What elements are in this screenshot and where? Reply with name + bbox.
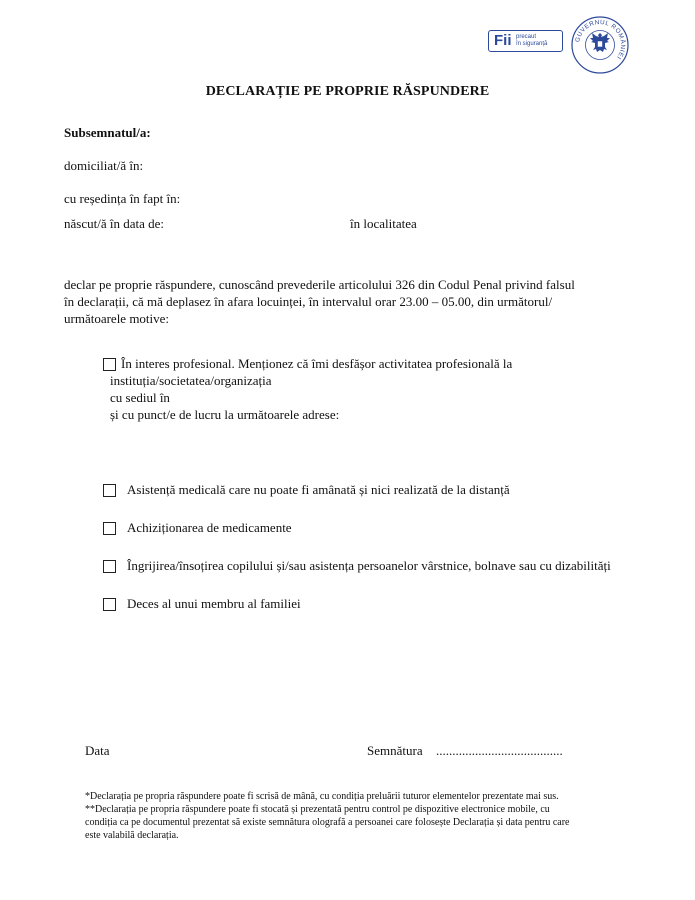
fii-logo-tagline: precaut în siguranță <box>516 34 548 47</box>
footnote-1: *Declarația pe propria răspundere poate fi scrisă de mână, cu condiția preluării tuturor elementelor prezentate mai sus. <box>85 791 559 802</box>
signature-line[interactable]: ....................................... <box>436 743 563 758</box>
localitatea-label: în localitatea <box>350 216 417 231</box>
option-subline-punct-lucru: și cu punct/e de lucru la următoarele adrese: <box>110 407 340 422</box>
footnote-2-line: condiția ca pe documentul prezentat să existe semnătura olografă a persoanei care folosește Declarația și data pentru care <box>85 817 570 828</box>
option-label-medicamente: Achiziționarea de medicamente <box>127 520 292 535</box>
declaration-line: în declarații, că mă deplasez în afara locuinței, în intervalul orar 23.00 – 05.00, din următorul/ <box>64 294 553 309</box>
fii-logo-word: Fii <box>494 32 512 49</box>
svg-text:GUVERNUL ROMÂNIEI: GUVERNUL ROMÂNIEI <box>574 18 627 61</box>
checkbox-asistenta-medicala[interactable] <box>103 484 116 497</box>
government-seal-icon <box>571 16 629 74</box>
checkbox-medicamente[interactable] <box>103 522 116 535</box>
option-subline-sediul: cu sediul în <box>110 390 170 405</box>
checkbox-ingrijire-copil[interactable] <box>103 560 116 573</box>
checkbox-interes-profesional[interactable] <box>103 358 116 371</box>
page-title: DECLARAȚIE PE PROPRIE RĂSPUNDERE <box>205 84 490 99</box>
nascut-label: născut/ă în data de: <box>64 216 164 231</box>
date-label: Data <box>85 743 110 758</box>
option-label-asistenta-medicala: Asistență medicală care nu poate fi amânată și nici realizată de la distanță <box>127 482 510 497</box>
subsemnatul-label: Subsemnatul/a: <box>64 125 151 140</box>
signature-label: Semnătura <box>367 743 423 758</box>
declaration-line: următoarele motive: <box>64 311 170 326</box>
checkbox-deces[interactable] <box>103 598 116 611</box>
domiciliat-label: domiciliat/ă în: <box>64 158 144 173</box>
option-label-ingrijire-copil: Îngrijirea/însoțirea copilului și/sau asistența persoanelor vârstnice, bolnave sau cu dizabilități <box>127 558 611 573</box>
option-label-deces: Deces al unui membru al familiei <box>127 596 301 611</box>
footnote-2-line: **Declarația pe propria răspundere poate fi stocată și prezentată pentru control pe dispozitive electronice mobile, cu <box>85 804 550 815</box>
declaration-line: declar pe proprie răspundere, cunoscând prevederile articolului 326 din Codul Penal privind falsul <box>64 277 575 292</box>
resedinta-label: cu reședința în fapt în: <box>64 191 181 206</box>
footnote-2-line: este valabilă declarația. <box>85 830 179 841</box>
option-label-interes-profesional: În interes profesional. Menționez că îmi desfășor activitatea profesională la <box>121 356 513 371</box>
fii-precaut-logo <box>488 30 563 52</box>
option-subline-institutia: instituția/societatea/organizația <box>110 373 272 388</box>
